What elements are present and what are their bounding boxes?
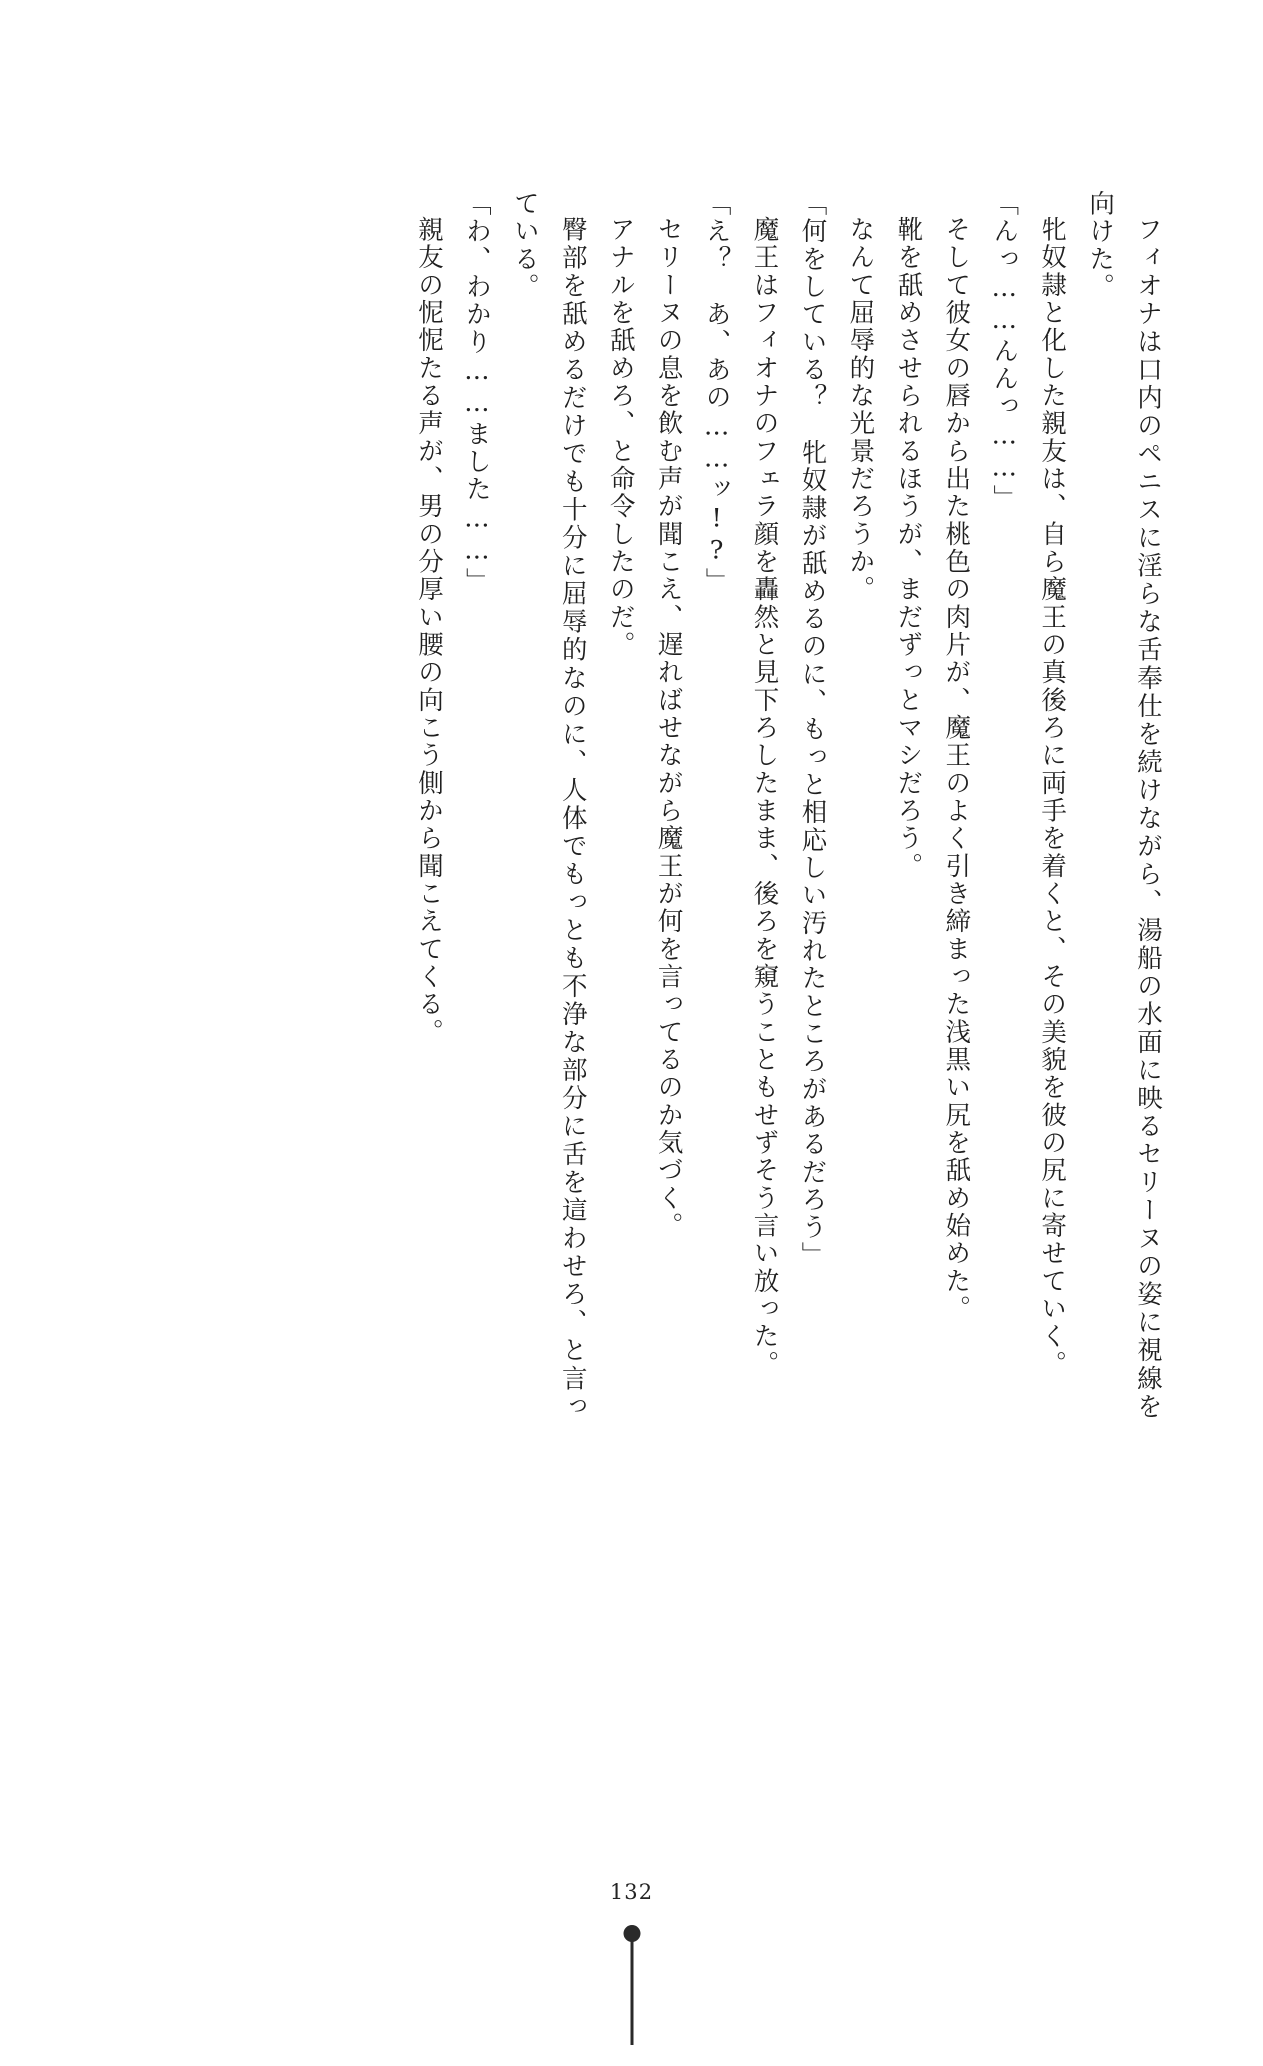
paragraph: 靴を舐めさせられるほうが、まだずっとマシだろう。 [893,215,924,880]
paragraph: そして彼女の唇から出た桃色の肉片が、魔王のよく引き締まった浅黒い尻を舐め始めた。 [941,215,972,1323]
footer-line-ornament [630,1935,633,2045]
paragraph: 「わ、わかり……ました……」 [461,190,492,596]
paragraph: セリーヌの息を飲む声が聞こえ、遅ればせながら魔王が何を言ってるのか気づく。 [653,215,684,1240]
page-number: 132 [609,1880,654,1904]
paragraph: フィオナは口内のペニスに淫らな舌奉仕を続けながら、湯船の水面に映るセリーヌの姿に視線を向けた。 [1085,190,1163,1420]
paragraph: 臀部を舐めるだけでも十分に屈辱的なのに、人体でもっとも不浄な部分に舌を這わせろ、と言っている。 [509,190,588,1420]
body-text [371,190,1171,1420]
paragraph: 「え？ あ、あの……ッ!?」 [701,190,732,596]
paragraph: 牝奴隷と化した親友は、自ら魔王の真後ろに両手を着くと、その美貌を彼の尻に寄せていく。 [1037,215,1068,1378]
paragraph: アナルを舐めろ、と命令したのだ。 [605,215,636,659]
paragraph: 「何をしている？ 牝奴隷が舐めるのに、もっと相応しい汚れたところがあるだろう」 [797,190,828,1270]
paragraph: なんて屈辱的な光景だろうか。 [845,215,876,603]
paragraph: 魔王はフィオナのフェラ顔を轟然と見下ろしたまま、後ろを窺うこともせずそう言い放った。 [749,215,780,1378]
paragraph: 親友の怩怩たる声が、男の分厚い腰の向こう側から聞こえてくる。 [413,215,444,1046]
paragraph: 「んっ……んんっ……」 [989,190,1020,513]
